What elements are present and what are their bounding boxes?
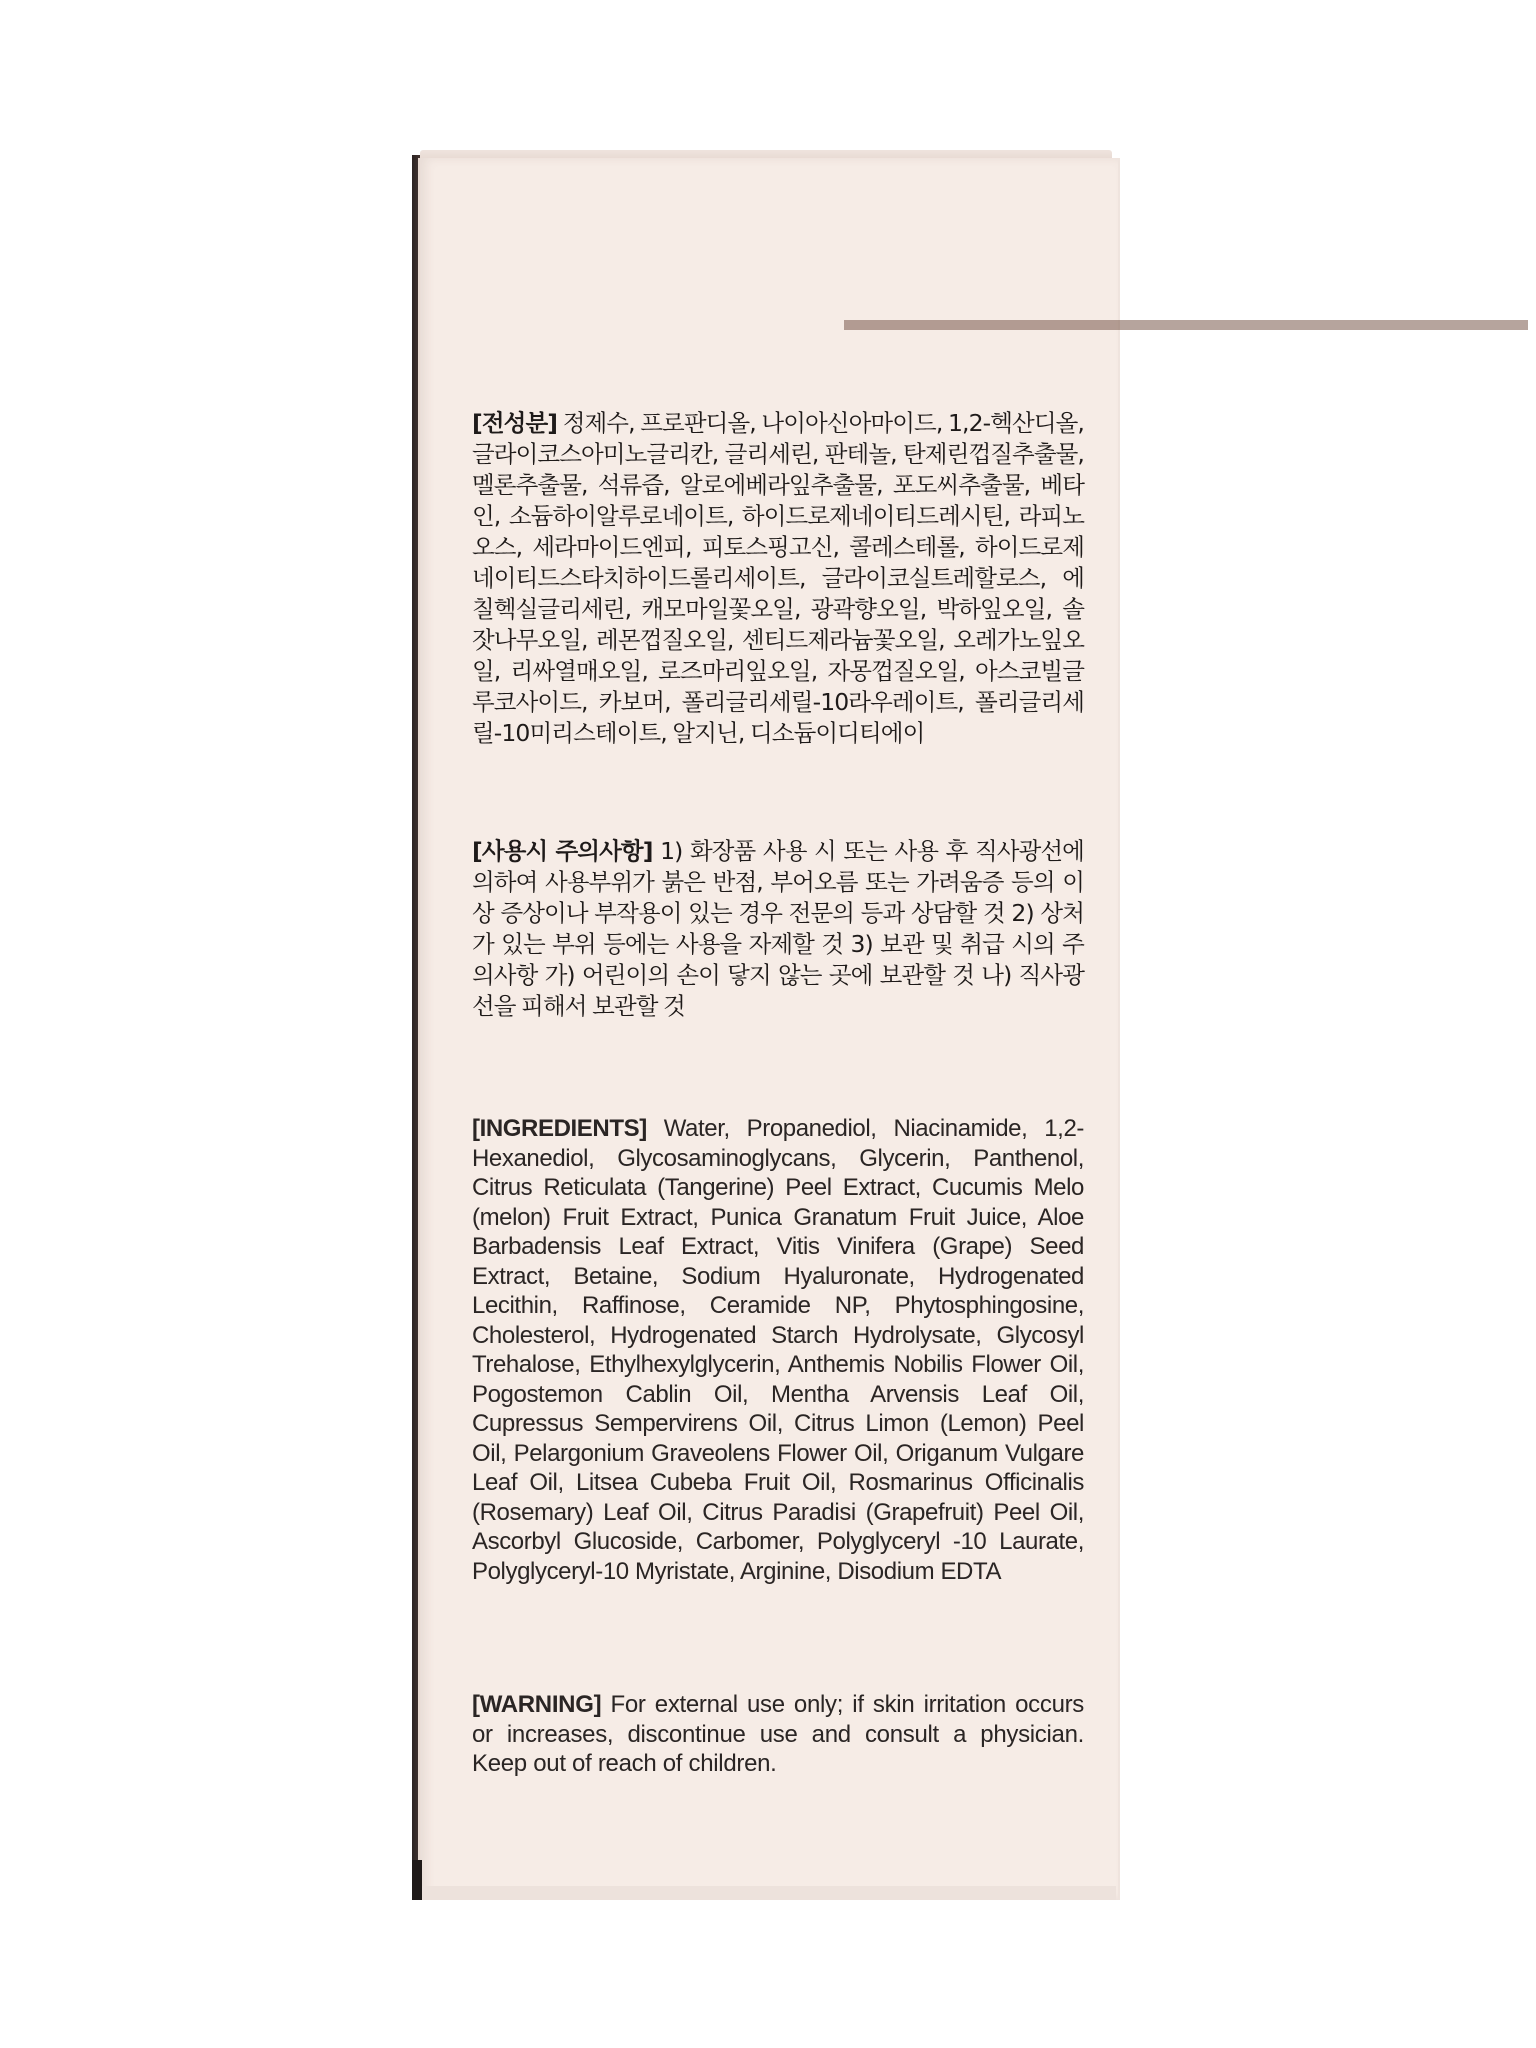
box-bottom-edge — [418, 1886, 1116, 1900]
korean-ingredients-list: 정제수, 프로판디올, 나이아신아마이드, 1,2-헥산디올, 글라이코스아미노글리칸, 글리세린, 판테놀, 탄제린껍질추출물, 멜론추출물, 석류즙, 알로에베라잎추출물, 포도씨추출물, 베타인, 소듐하이알루로네이트, 하이드로제네이티드레시틴, 라피노오스, 세라마이드엔피, 피토스핑고신, 콜레스테롤, 하이드로제네이티드스타치하이드롤리세이트, 글라이코실트레할로스, 에칠헥실글리세린, 캐모마일꽃오일, 광곽향오일, 박하잎오일, 솔잣나무오일, 레몬껍질오일, 센티드제라늄꽃오일, 오레가노잎오일, 리싸열매오일, 로즈마리잎오일, 자몽껍질오일, 아스코빌글루코사이드, 카보머, 폴리글리세릴-10라우레이트, 폴리글리세릴-10미리스테이트, 알지닌, 디소듐이디티에이 — [472, 409, 1084, 747]
korean-caution-text: 1) 화장품 사용 시 또는 사용 후 직사광선에 의하여 사용부위가 붉은 반점, 부어오름 또는 가려움증 등의 이상 증상이나 부작용이 있는 경우 전문의 등과 상담할 것 2) 상처가 있는 부위 등에는 사용을 자제할 것 3) 보관 및 취급 시의 주의사항 가) 어린이의 손이 닿지 않는 곳에 보관할 것 나) 직사광선을 피해서 보관할 것 — [472, 837, 1084, 1020]
korean-caution-section — [472, 836, 1084, 1022]
english-ingredients-list: Water, Propanediol, Niacinamide, 1,2-Hexanediol, Glycosaminoglycans, Glycerin, Panthenol, Citrus Reticulata (Tangerine) Peel Extract, Cucumis Melo (melon) Fruit Extract, Punica Granatum Fruit Juice, Aloe Barbadensis Leaf Extract, Vitis Vinifera (Grape) Seed Extract, Betaine, Sodium Hyaluronate, Hydrogenated Lecithin, Raffinose, Ceramide NP, Phytosphingosine, Cholesterol, Hydrogenated Starch Hydrolysate, Glycosyl Trehalose, Ethylhexylglycerin, Anthemis Nobilis Flower Oil, Pogostemon Cablin Oil, Mentha Arvensis Leaf Oil, Cupressus Sempervirens Oil, Citrus Limon (Lemon) Peel Oil, Pelargonium Graveolens Flower Oil, Origanum Vulgare Leaf Oil, Litsea Cubeba Fruit Oil, Rosmarinus Officinalis (Rosemary) Leaf Oil, Citrus Paradisi (Grapefruit) Peel Oil, Ascorbyl Glucoside, Carbomer, Polyglyceryl -10 Laurate, Polyglyceryl-10 Myristate, Arginine, Disodium EDTA — [472, 1115, 1084, 1585]
korean-ingredients-heading: [전성분] — [472, 409, 558, 437]
english-ingredients-heading: [INGREDIENTS] — [472, 1115, 647, 1142]
box-bottom-shadow — [412, 1860, 422, 1900]
english-ingredients-section — [472, 1114, 1084, 1586]
korean-ingredients-section — [472, 408, 1084, 749]
english-warning-section — [472, 1690, 1084, 1779]
english-warning-text: For external use only; if skin irritation occurs or increases, discontinue use and consult a physician. Keep out of reach of children. — [472, 1691, 1085, 1777]
korean-caution-heading: [사용시 주의사항] — [472, 837, 653, 865]
box-top-flap — [844, 320, 1528, 330]
english-warning-heading: [WARNING] — [472, 1691, 602, 1718]
